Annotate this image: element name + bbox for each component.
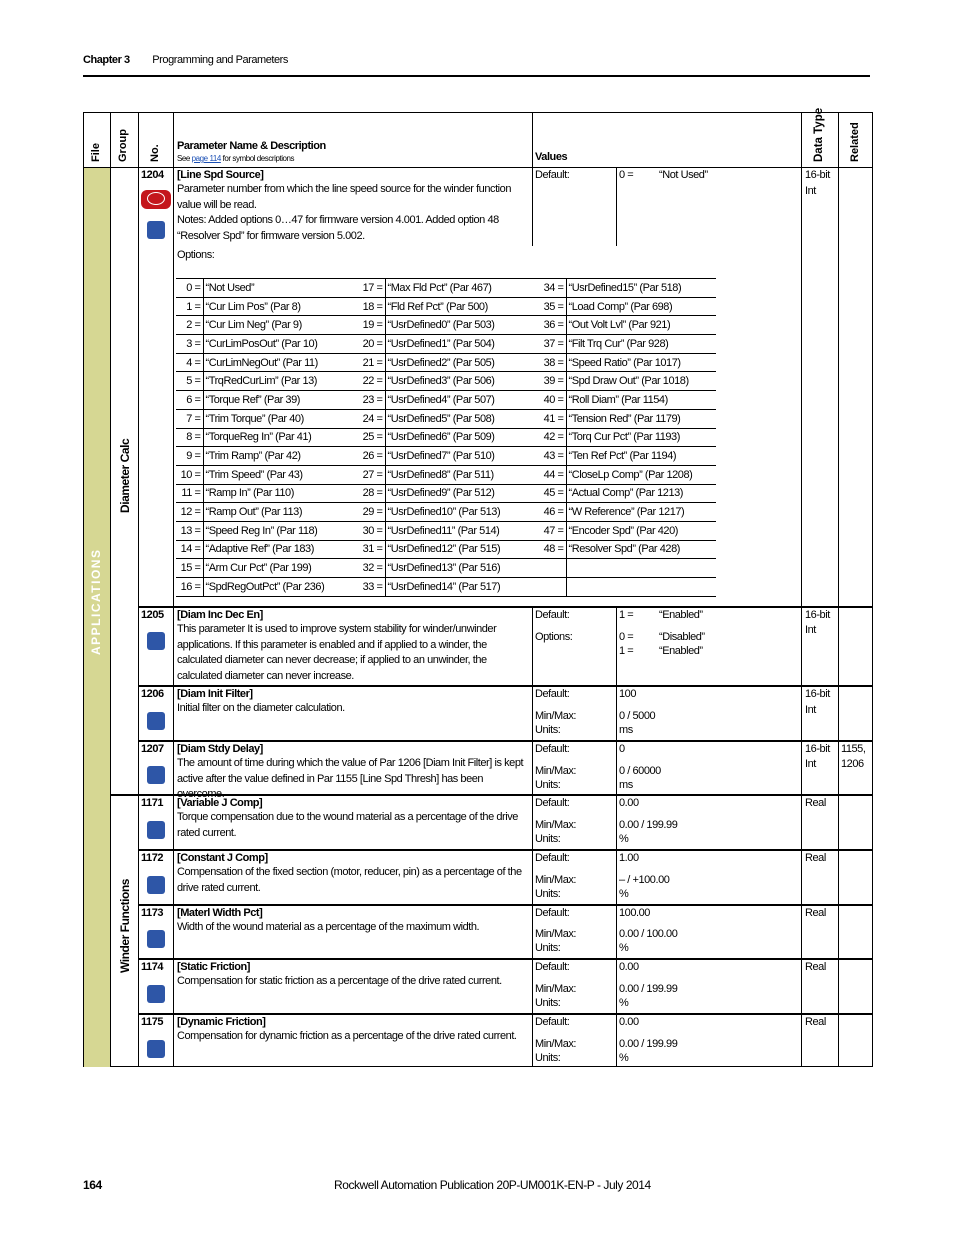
col-line xyxy=(532,112,533,168)
values-left-border xyxy=(532,1014,533,1067)
chapter-label: Chapter 3 xyxy=(83,54,130,66)
units-value: ms xyxy=(619,724,633,736)
option-number: 11 = xyxy=(176,484,203,503)
option-number: 30 = xyxy=(355,521,385,540)
option-label: “Load Comp” (Par 698) xyxy=(566,297,716,316)
option-number: 2 = xyxy=(176,316,203,335)
option-number: 34 = xyxy=(536,279,566,298)
units-value: % xyxy=(619,833,629,845)
option-label: “UsrDefined3” (Par 506) xyxy=(385,372,536,391)
option-label: “UsrDefined7” (Par 510) xyxy=(385,447,536,466)
option-number: 26 = xyxy=(355,447,385,466)
default-label: Default: xyxy=(535,1016,570,1028)
values-mid-border xyxy=(616,168,617,246)
data-type: Real xyxy=(805,1016,826,1028)
option-label: “UsrDefined8” (Par 511) xyxy=(385,465,536,484)
option-label: “Torque Ref” (Par 39) xyxy=(203,391,355,410)
default-label: Default: xyxy=(535,609,570,621)
param-name: [Diam Stdy Delay] xyxy=(177,743,263,755)
option-label: “CloseLp Comp” (Par 1208) xyxy=(566,465,716,484)
option-label: “Filt Trq Cur” (Par 928) xyxy=(566,335,716,354)
units-label: Units: xyxy=(535,997,561,1009)
values-mid-border xyxy=(616,850,617,904)
default-label: Default: xyxy=(535,797,570,809)
param-number: 1204 xyxy=(141,169,164,181)
data-type-int: Int xyxy=(805,624,816,636)
linkable-icon xyxy=(147,712,165,730)
option-number: 19 = xyxy=(355,316,385,335)
option-label: “UsrDefined9” (Par 512) xyxy=(385,484,536,503)
param-name: [Line Spd Source] xyxy=(177,169,264,181)
option-label: “Tension Red” (Par 1179) xyxy=(566,409,716,428)
option-number xyxy=(536,559,566,578)
option-label: “UsrDefined12” (Par 515) xyxy=(385,540,536,559)
option-number: 1 = xyxy=(619,645,634,657)
data-type: Real xyxy=(805,907,826,919)
option-label: “Actual Comp” (Par 1213) xyxy=(566,484,716,503)
linkable-icon xyxy=(147,985,165,1003)
page-number: 164 xyxy=(83,1178,102,1192)
option-label: “UsrDefined0” (Par 503) xyxy=(385,316,536,335)
option-label: “Cur Lim Pos” (Par 8) xyxy=(203,297,355,316)
option-number: 1 = xyxy=(176,297,203,316)
option-label: “Encoder Spd” (Par 420) xyxy=(566,521,716,540)
option-number: 33 = xyxy=(355,578,385,597)
option-label: “Arm Cur Pct” (Par 199) xyxy=(203,559,355,578)
minmax-label: Min/Max: xyxy=(535,983,577,995)
data-type-int: Int xyxy=(805,185,816,197)
page-header xyxy=(83,54,288,66)
option-label: “SpdRegOutPct” (Par 236) xyxy=(203,578,355,597)
related-params[interactable]: 1155, xyxy=(841,743,866,755)
option-number: 24 = xyxy=(355,409,385,428)
param-number: 1172 xyxy=(141,852,164,864)
units-label: Units: xyxy=(535,833,561,845)
option-number: 45 = xyxy=(536,484,566,503)
option-number: 8 = xyxy=(176,428,203,447)
values-mid-border xyxy=(616,686,617,740)
option-label xyxy=(566,559,716,578)
option-label: “UsrDefined2” (Par 505) xyxy=(385,353,536,372)
units-value: % xyxy=(619,888,629,900)
values-left-border xyxy=(532,686,533,740)
option-number: 43 = xyxy=(536,447,566,466)
option-label: “TorqueReg In” (Par 41) xyxy=(203,428,355,447)
minmax-value: 0.00 / 199.99 xyxy=(619,983,678,995)
option-number xyxy=(536,578,566,597)
minmax-value: 0 / 5000 xyxy=(619,710,656,722)
param-description: This parameter It is used to improve system stability for winder/unwinder applications. If this parameter is enabled and if applied to a winder, the calculated diameter can never decrease; if applied to an unwinder, the calculated diameter can never increase. xyxy=(177,623,497,682)
option-label: “Out Volt Lvl” (Par 921) xyxy=(566,316,716,335)
option-label: “Speed Ratio” (Par 1017) xyxy=(566,353,716,372)
option-label: “Speed Reg In” (Par 118) xyxy=(203,521,355,540)
option-row xyxy=(176,447,716,466)
linkable-icon xyxy=(147,930,165,948)
option-label: “Not Used” xyxy=(203,279,355,298)
option-number: 14 = xyxy=(176,540,203,559)
option-row xyxy=(176,465,716,484)
default-value: 0.00 xyxy=(619,961,639,973)
option-number: 22 = xyxy=(355,372,385,391)
section-title: Programming and Parameters xyxy=(152,54,288,66)
option-number: 36 = xyxy=(536,316,566,335)
option-label: “Fld Ref Pct” (Par 500) xyxy=(385,297,536,316)
option-number: 29 = xyxy=(355,503,385,522)
option-row xyxy=(176,316,716,335)
param-description: Compensation for static friction as a percentage of the drive rated current. xyxy=(177,975,502,987)
param-name: [Diam Inc Dec En] xyxy=(177,609,263,621)
default-label: Default: xyxy=(535,743,570,755)
default-number: 1 = xyxy=(619,609,634,621)
option-number: 25 = xyxy=(355,428,385,447)
minmax-value: 0 / 60000 xyxy=(619,765,661,777)
option-number: 0 = xyxy=(176,279,203,298)
param-number: 1175 xyxy=(141,1016,164,1028)
option-number: 17 = xyxy=(355,279,385,298)
param-name: [Static Friction] xyxy=(177,961,251,973)
param-number: 1207 xyxy=(141,743,164,755)
default-value: 100.00 xyxy=(619,907,650,919)
col-line xyxy=(872,112,873,1067)
option-number: 15 = xyxy=(176,559,203,578)
units-value: % xyxy=(619,1052,629,1064)
option-number: 35 = xyxy=(536,297,566,316)
col-values-header: Values xyxy=(535,151,568,163)
group-diameter-calc: Diameter Calc xyxy=(118,438,132,513)
param-description: The amount of time during which the value of Par 1206 [Diam Init Filter] is kept active after the value defined in Par 1155 [Line Spd Thresh] has been xyxy=(177,757,524,785)
default-label: Default: xyxy=(535,907,570,919)
units-label: Units: xyxy=(535,1052,561,1064)
option-label: “Trim Ramp” (Par 42) xyxy=(203,447,355,466)
param-number: 1171 xyxy=(141,797,164,809)
see-prefix: See xyxy=(177,154,190,163)
option-label: “Ten Ref Pct” (Par 1194) xyxy=(566,447,716,466)
option-number: 42 = xyxy=(536,428,566,447)
option-label: “UsrDefined1” (Par 504) xyxy=(385,335,536,354)
default-label: Default: xyxy=(535,688,570,700)
default-value: “Enabled” xyxy=(659,609,703,621)
param-description: Initial filter on the diameter calculation. xyxy=(177,702,345,714)
linkable-icon xyxy=(147,821,165,839)
values-mid-border xyxy=(616,1014,617,1067)
option-value: “Enabled” xyxy=(659,645,703,657)
option-number: 44 = xyxy=(536,465,566,484)
default-value: 0.00 xyxy=(619,1016,639,1028)
col-file-header: File xyxy=(90,143,102,162)
data-type-int: Int xyxy=(805,704,816,716)
option-row xyxy=(176,521,716,540)
param-number: 1174 xyxy=(141,961,164,973)
values-mid-border xyxy=(616,741,617,795)
units-label: Units: xyxy=(535,888,561,900)
linkable-icon xyxy=(147,221,165,239)
option-label: “Resolver Spd” (Par 428) xyxy=(566,540,716,559)
header-rule xyxy=(83,75,870,77)
option-label: “TrqRedCurLim” (Par 13) xyxy=(203,372,355,391)
minmax-value: – / +100.00 xyxy=(619,874,670,886)
values-mid-border xyxy=(616,959,617,1013)
option-label: “Trim Torque” (Par 40) xyxy=(203,409,355,428)
default-label: Default: xyxy=(535,961,570,973)
minmax-value: 0.00 / 199.99 xyxy=(619,819,678,831)
option-label: “Adaptive Ref” (Par 183) xyxy=(203,540,355,559)
param-description: Compensation of the fixed section (motor, reducer, pin) as a percentage of the drive rated current. xyxy=(177,866,522,894)
file-applications-label: APPLICATIONS xyxy=(89,548,103,655)
option-row xyxy=(176,279,716,298)
options-label: Options: xyxy=(177,249,215,261)
param-number: 1173 xyxy=(141,907,164,919)
option-label: “UsrDefined15” (Par 518) xyxy=(566,279,716,298)
option-label: “CurLimNegOut” (Par 11) xyxy=(203,353,355,372)
option-label xyxy=(566,578,716,597)
units-value: % xyxy=(619,997,629,1009)
option-row xyxy=(176,484,716,503)
param-number: 1205 xyxy=(141,609,164,621)
option-label: “Max Fld Pct” (Par 467) xyxy=(385,279,536,298)
rw-32bit-icon xyxy=(141,190,171,209)
option-value: “Disabled” xyxy=(659,631,705,643)
option-number: 6 = xyxy=(176,391,203,410)
option-number: 5 = xyxy=(176,372,203,391)
option-label: “Cur Lim Neg” (Par 9) xyxy=(203,316,355,335)
option-row xyxy=(176,559,716,578)
param-number: 1206 xyxy=(141,688,164,700)
option-number: 32 = xyxy=(355,559,385,578)
default-number: 0 = xyxy=(619,169,634,181)
default-value: 0 xyxy=(619,743,625,755)
option-number: 48 = xyxy=(536,540,566,559)
col-group-header: Group xyxy=(117,129,129,162)
option-row xyxy=(176,540,716,559)
option-number: 37 = xyxy=(536,335,566,354)
values-mid-border xyxy=(616,905,617,958)
option-row xyxy=(176,335,716,354)
option-number: 27 = xyxy=(355,465,385,484)
option-number: 7 = xyxy=(176,409,203,428)
table-top-border xyxy=(83,112,873,113)
data-type: Real xyxy=(805,797,826,809)
option-label: “UsrDefined13” (Par 516) xyxy=(385,559,536,578)
values-left-border xyxy=(532,905,533,958)
option-row xyxy=(176,353,716,372)
param-name: [Materl Width Pct] xyxy=(177,907,263,919)
param-description: Torque compensation due to the wound material as a percentage of the drive rated current. xyxy=(177,811,518,839)
minmax-label: Min/Max: xyxy=(535,874,577,886)
group-winder-functions: Winder Functions xyxy=(118,878,132,973)
option-number: 46 = xyxy=(536,503,566,522)
values-left-border xyxy=(532,795,533,849)
param-description: Width of the wound material as a percentage of the maximum width. xyxy=(177,921,480,933)
values-left-border xyxy=(532,850,533,904)
option-row xyxy=(176,372,716,391)
param-description: Parameter number from which the line speed source for the winder function value will be read. xyxy=(177,183,512,211)
units-label: Units: xyxy=(535,779,561,791)
col-line xyxy=(138,112,139,1067)
values-mid-border xyxy=(616,607,617,685)
default-label: Default: xyxy=(535,852,570,864)
data-type: 16-bit xyxy=(805,688,830,700)
minmax-label: Min/Max: xyxy=(535,1038,577,1050)
units-label: Units: xyxy=(535,724,561,736)
option-number: 3 = xyxy=(176,335,203,354)
option-label: “CurLimPosOut” (Par 10) xyxy=(203,335,355,354)
see-suffix: for symbol descriptions xyxy=(222,154,295,163)
option-label: “Trim Speed” (Par 43) xyxy=(203,465,355,484)
data-type-int: Int xyxy=(805,758,816,770)
page-link[interactable]: page 114 xyxy=(191,154,221,163)
default-value: “Not Used” xyxy=(659,169,708,181)
option-label: “Ramp In” (Par 110) xyxy=(203,484,355,503)
minmax-value: 0.00 / 199.99 xyxy=(619,1038,678,1050)
option-number: 20 = xyxy=(355,335,385,354)
data-type: Real xyxy=(805,961,826,973)
linkable-icon xyxy=(147,1040,165,1058)
col-datatype-header: Data Type xyxy=(813,107,825,162)
options-table xyxy=(176,278,716,597)
linkable-icon xyxy=(147,632,165,650)
values-mid-border xyxy=(616,795,617,849)
col-line xyxy=(838,112,839,1067)
option-number: 18 = xyxy=(355,297,385,316)
related-params[interactable]: 1206 xyxy=(841,758,864,770)
option-number: 12 = xyxy=(176,503,203,522)
symbol-note xyxy=(177,154,294,163)
default-value: 100 xyxy=(619,688,637,700)
group-divider xyxy=(110,794,138,796)
option-number: 41 = xyxy=(536,409,566,428)
option-label: “Torq Cur Pct” (Par 1193) xyxy=(566,428,716,447)
param-name: [Dynamic Friction] xyxy=(177,1016,266,1028)
option-label: “Ramp Out” (Par 113) xyxy=(203,503,355,522)
col-no-header: No. xyxy=(149,144,161,162)
option-label: “UsrDefined6” (Par 509) xyxy=(385,428,536,447)
option-number: 28 = xyxy=(355,484,385,503)
option-row xyxy=(176,391,716,410)
option-row xyxy=(176,409,716,428)
param-name: [Variable J Comp] xyxy=(177,797,263,809)
data-type: 16-bit xyxy=(805,169,830,181)
col-name-header: Parameter Name & Description xyxy=(177,140,326,152)
minmax-label: Min/Max: xyxy=(535,765,577,777)
option-number: 9 = xyxy=(176,447,203,466)
data-type: 16-bit xyxy=(805,609,830,621)
option-number: 13 = xyxy=(176,521,203,540)
linkable-icon xyxy=(147,876,165,894)
option-label: “UsrDefined5” (Par 508) xyxy=(385,409,536,428)
option-number: 4 = xyxy=(176,353,203,372)
minmax-label: Min/Max: xyxy=(535,710,577,722)
minmax-label: Min/Max: xyxy=(535,928,577,940)
values-left-border xyxy=(532,168,533,246)
col-line xyxy=(110,112,111,1067)
option-label: “W Reference” (Par 1217) xyxy=(566,503,716,522)
values-left-border xyxy=(532,959,533,1013)
table-bottom-border xyxy=(83,1066,873,1067)
data-type: Real xyxy=(805,852,826,864)
option-number: 10 = xyxy=(176,465,203,484)
values-left-border xyxy=(532,607,533,685)
param-description: Compensation for dynamic friction as a percentage of the drive rated current. xyxy=(177,1030,517,1042)
col-related-header: Related xyxy=(849,122,861,162)
option-number: 38 = xyxy=(536,353,566,372)
minmax-value: 0.00 / 100.00 xyxy=(619,928,678,940)
option-label: “Spd Draw Out” (Par 1018) xyxy=(566,372,716,391)
param-name: [Diam Init Filter] xyxy=(177,688,253,700)
default-value: 0.00 xyxy=(619,797,639,809)
option-number: 0 = xyxy=(619,631,634,643)
option-label: “Roll Diam” (Par 1154) xyxy=(566,391,716,410)
option-number: 16 = xyxy=(176,578,203,597)
col-line xyxy=(801,112,802,1067)
option-row xyxy=(176,578,716,597)
publication-id: Rockwell Automation Publication 20P-UM001K-EN-P - July 2014 xyxy=(334,1178,651,1192)
option-number: 47 = xyxy=(536,521,566,540)
option-label: “UsrDefined4” (Par 507) xyxy=(385,391,536,410)
option-label: “UsrDefined10” (Par 513) xyxy=(385,503,536,522)
default-label: Default: xyxy=(535,169,570,181)
minmax-label: Min/Max: xyxy=(535,819,577,831)
param-name: [Constant J Comp] xyxy=(177,852,268,864)
col-line xyxy=(173,112,174,1067)
units-value: ms xyxy=(619,779,633,791)
option-row xyxy=(176,503,716,522)
options-label: Options: xyxy=(535,631,573,643)
units-value: % xyxy=(619,942,629,954)
option-number: 31 = xyxy=(355,540,385,559)
values-left-border xyxy=(532,741,533,795)
param-notes: Notes: Added options 0…47 for firmware version 4.001. Added option 48 “Resolver Spd” for firmware version 5.002. xyxy=(177,214,499,242)
data-type: 16-bit xyxy=(805,743,830,755)
option-number: 21 = xyxy=(355,353,385,372)
option-row xyxy=(176,297,716,316)
units-label: Units: xyxy=(535,942,561,954)
default-value: 1.00 xyxy=(619,852,639,864)
option-number: 23 = xyxy=(355,391,385,410)
option-row xyxy=(176,428,716,447)
option-label: “UsrDefined14” (Par 517) xyxy=(385,578,536,597)
linkable-icon xyxy=(147,766,165,784)
option-label: “UsrDefined11” (Par 514) xyxy=(385,521,536,540)
option-number: 39 = xyxy=(536,372,566,391)
option-number: 40 = xyxy=(536,391,566,410)
